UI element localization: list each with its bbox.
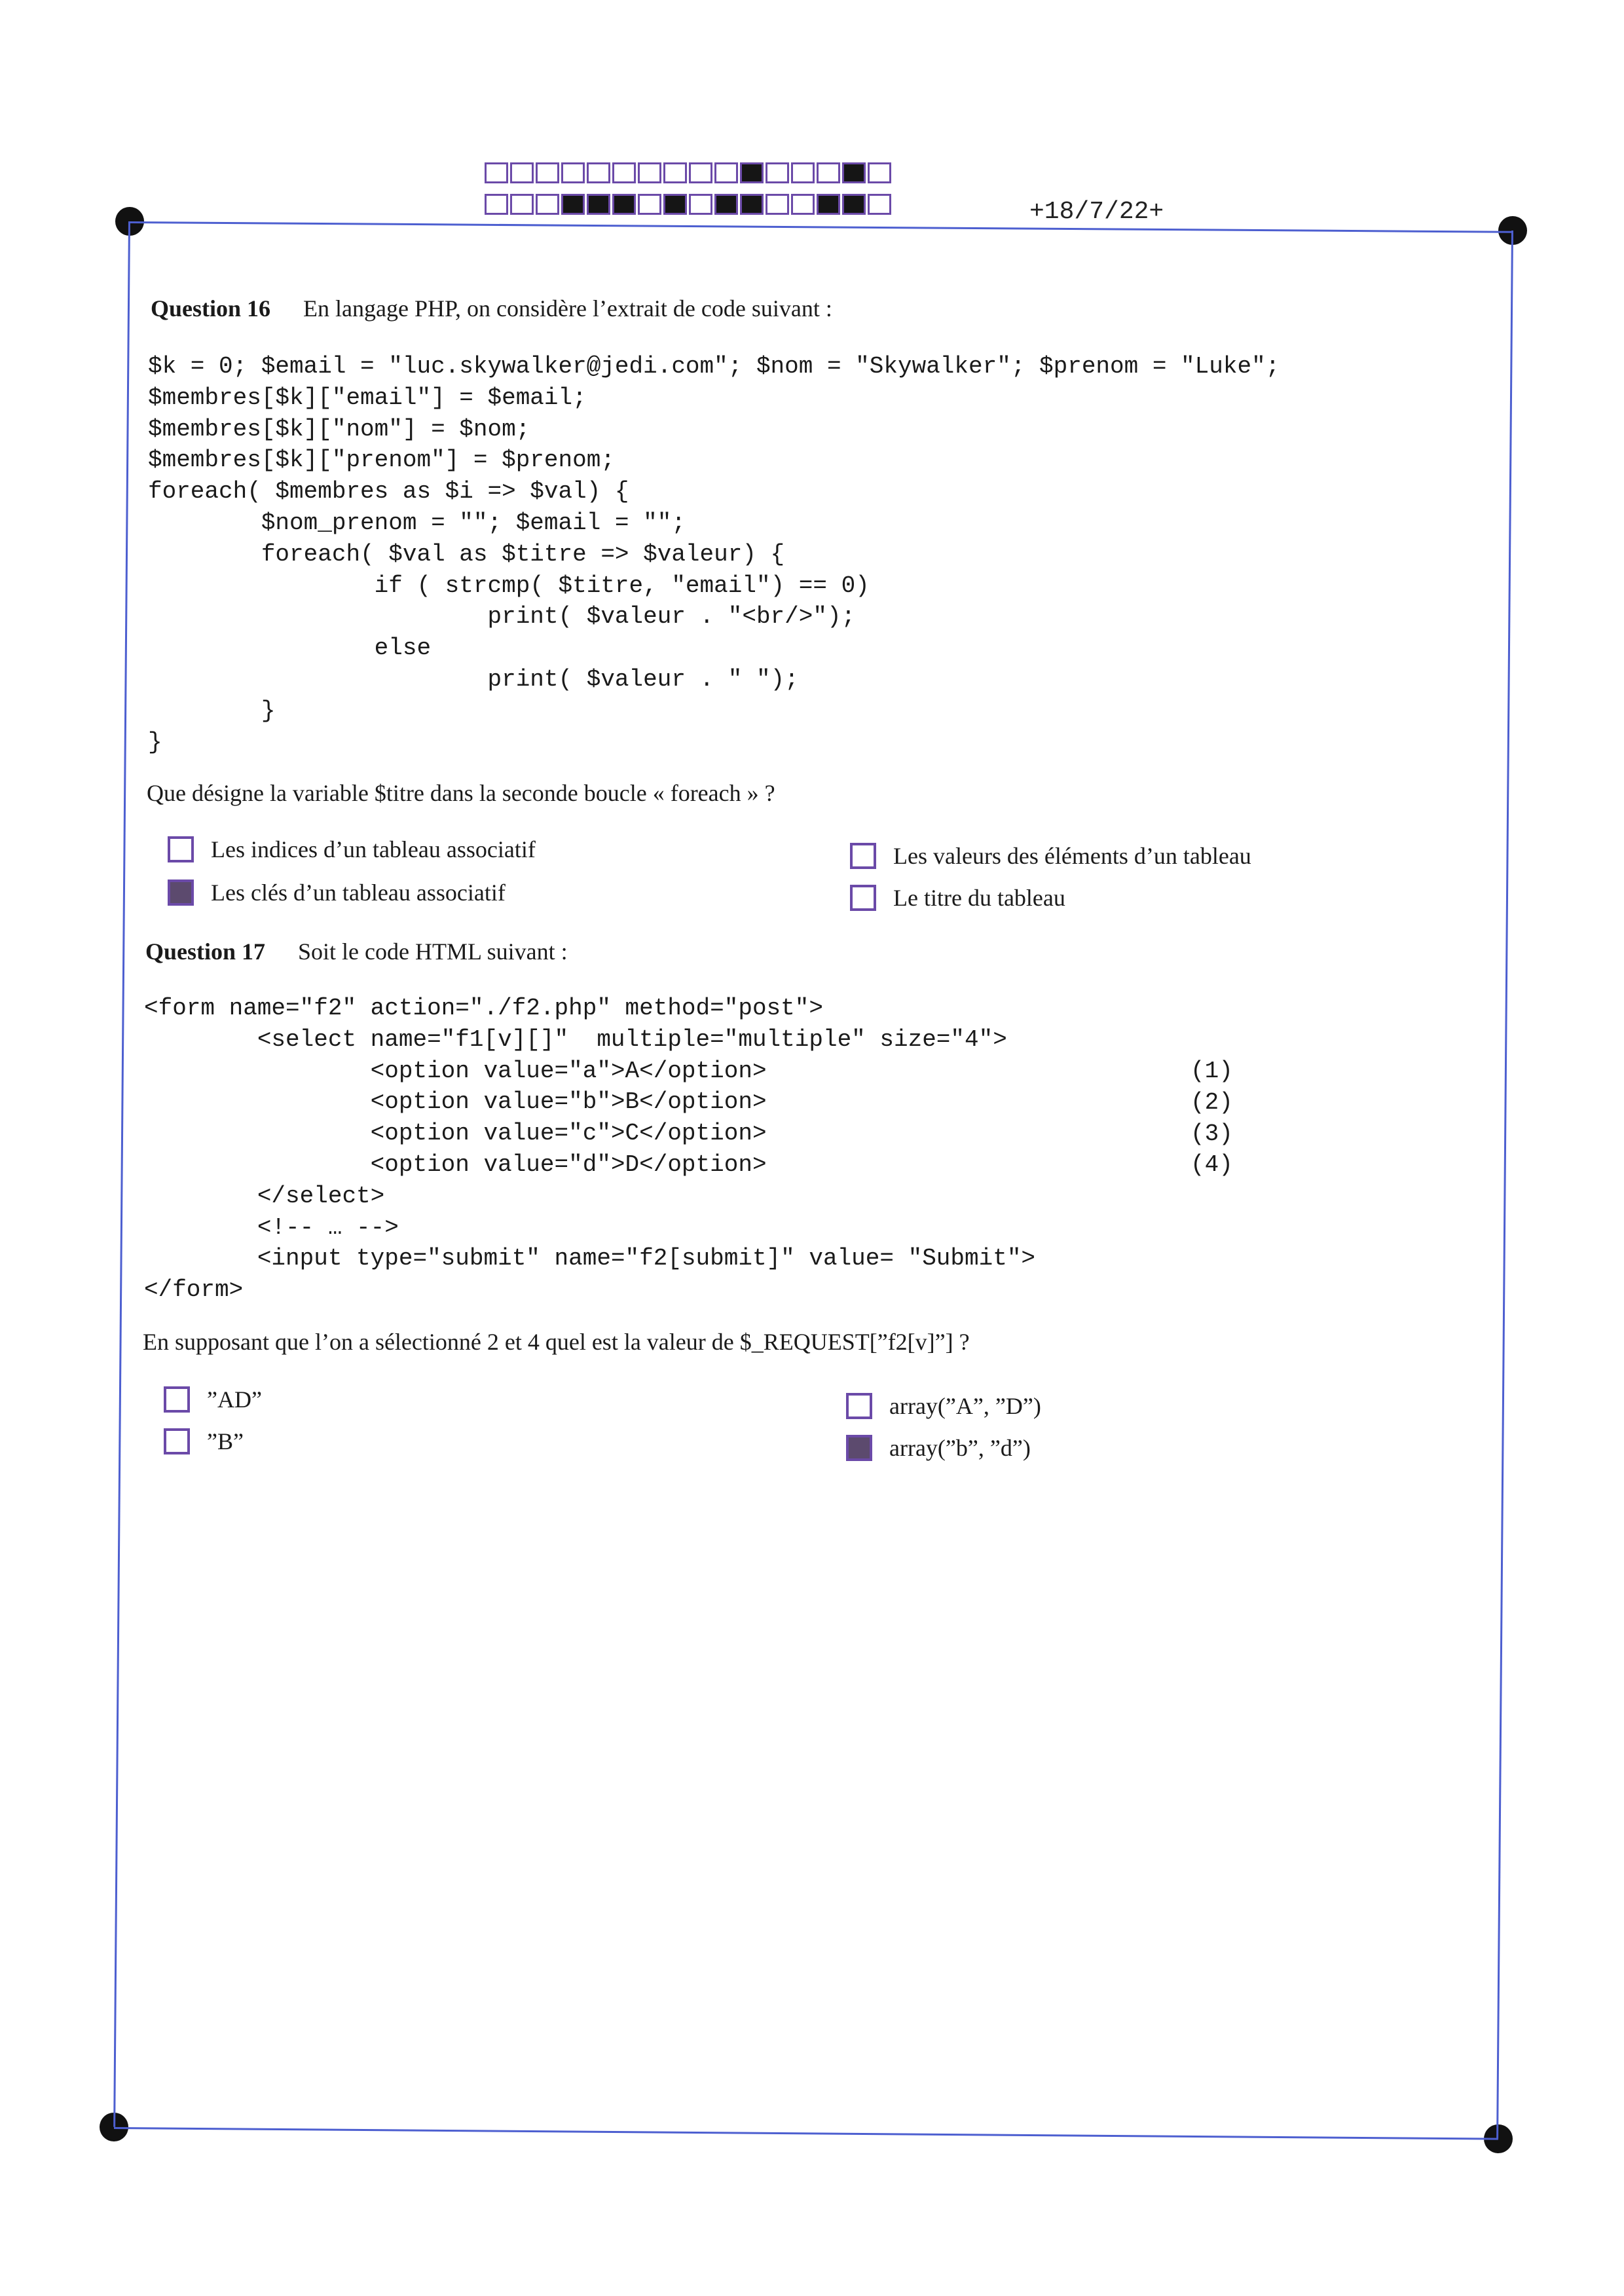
question-16-number: Question 16 — [151, 295, 271, 322]
checkbox-checked[interactable] — [846, 1435, 872, 1461]
barcode-cell-empty — [689, 194, 712, 215]
line-number: (1) — [1190, 1058, 1233, 1084]
question-16-header — [151, 295, 832, 322]
barcode-cell-empty — [791, 162, 815, 183]
barcode-cell-empty — [689, 162, 712, 183]
barcode-cell-empty — [868, 194, 891, 215]
question-16-statement: En langage PHP, on considère l’extrait de code suivant : — [303, 295, 832, 322]
checkbox[interactable] — [846, 1393, 872, 1419]
barcode-cell-filled — [740, 194, 764, 215]
barcode-cell-empty — [817, 162, 840, 183]
checkbox[interactable] — [850, 843, 876, 869]
checkbox[interactable] — [164, 1386, 190, 1413]
choice-label: ”B” — [207, 1428, 244, 1454]
sheet-id: +18/7/22+ — [1029, 198, 1164, 226]
barcode-cell-filled — [740, 162, 764, 183]
barcode-cell-filled — [714, 194, 738, 215]
question-17-header — [145, 938, 568, 965]
barcode-cell-empty — [587, 162, 610, 183]
barcode-cell-empty — [510, 162, 534, 183]
choice-label: Les clés d’un tableau associatif — [211, 880, 506, 906]
barcode-cell-filled — [561, 194, 585, 215]
choice-label: ”AD” — [207, 1386, 262, 1413]
barcode-cell-empty — [536, 194, 559, 215]
barcode-cell-empty — [638, 194, 661, 215]
barcode-row-1 — [485, 162, 893, 183]
barcode-cell-empty — [868, 162, 891, 183]
barcode-cell-empty — [536, 162, 559, 183]
checkbox[interactable] — [850, 885, 876, 911]
choice-label: array(”b”, ”d”) — [889, 1435, 1031, 1461]
barcode-cell-empty — [766, 162, 789, 183]
question-17-number: Question 17 — [145, 938, 266, 965]
frame-bottom-line — [114, 2127, 1498, 2140]
question-16-choice-2[interactable] — [168, 879, 506, 906]
question-17-choice-3[interactable] — [846, 1392, 1041, 1420]
question-17-choice-4[interactable] — [846, 1434, 1031, 1462]
barcode-cell-empty — [612, 162, 636, 183]
checkbox[interactable] — [164, 1428, 190, 1454]
barcode-cell-empty — [510, 194, 534, 215]
question-17-code: <form name="f2" action="./f2.php" method="post"> <select name="f1[v][]" multiple="multiple" size="4"> <option value="a">A</option> <option value="b">B</option> <option value="c">C</option> <option value="d">D</option> </select> <!-- … --> <input type="submit" name="f2[submit]" value= "Submit"> </form> — [144, 995, 1036, 1304]
question-16-prompt: Que désigne la variable $titre dans la seconde boucle « foreach » ? — [147, 780, 775, 806]
frame-top-line — [130, 221, 1513, 233]
barcode-cell-empty — [791, 194, 815, 215]
question-17-line-numbers — [1190, 1056, 1233, 1181]
barcode-cell-empty — [485, 162, 508, 183]
barcode-cell-filled — [587, 194, 610, 215]
choice-label: Le titre du tableau — [893, 885, 1065, 911]
question-16-choice-1[interactable] — [168, 836, 536, 863]
choice-label: Les valeurs des éléments d’un tableau — [893, 843, 1251, 869]
checkbox[interactable] — [168, 836, 194, 862]
frame-left-line — [113, 221, 130, 2127]
barcode-row-2 — [485, 194, 893, 215]
checkbox-checked[interactable] — [168, 880, 194, 906]
line-number: (3) — [1190, 1120, 1233, 1147]
choice-label: array(”A”, ”D”) — [889, 1393, 1041, 1419]
barcode-cell-filled — [842, 194, 866, 215]
barcode-cell-empty — [561, 162, 585, 183]
barcode-cell-empty — [485, 194, 508, 215]
frame-right-line — [1496, 231, 1513, 2139]
question-16-code: $k = 0; $email = "luc.skywalker@jedi.com"; $nom = "Skywalker"; $prenom = "Luke"; $membres[$k]["email"] = $email; $membres[$k]["nom"] = $nom; $membres[$k]["prenom"] = $prenom; foreach( $membres as $i => $val) { $nom_prenom = ""; $email = ""; foreach( $val as $titre => $valeur) { if ( strcmp( $titre, "email") == 0) print( $valeur . "<br/>"); else print( $valeur . " "); } } — [148, 353, 1280, 756]
question-17-choice-2[interactable] — [164, 1428, 244, 1455]
question-17-prompt: En supposant que l’on a sélectionné 2 et 4 quel est la valeur de $_REQUEST[”f2[v]”] ? — [143, 1329, 970, 1355]
question-17-choice-1[interactable] — [164, 1386, 262, 1413]
barcode-cell-empty — [663, 162, 687, 183]
question-16-choice-4[interactable] — [850, 884, 1065, 912]
line-number: (4) — [1190, 1151, 1233, 1179]
barcode-cell-filled — [817, 194, 840, 215]
line-number: (2) — [1190, 1088, 1233, 1116]
barcode-cell-empty — [766, 194, 789, 215]
choice-label: Les indices d’un tableau associatif — [211, 836, 536, 862]
barcode-cell-empty — [714, 162, 738, 183]
question-16-choice-3[interactable] — [850, 842, 1251, 870]
barcode-cell-filled — [663, 194, 687, 215]
barcode-cell-filled — [612, 194, 636, 215]
question-17-statement: Soit le code HTML suivant : — [298, 938, 568, 965]
barcode-cell-filled — [842, 162, 866, 183]
barcode-cell-empty — [638, 162, 661, 183]
